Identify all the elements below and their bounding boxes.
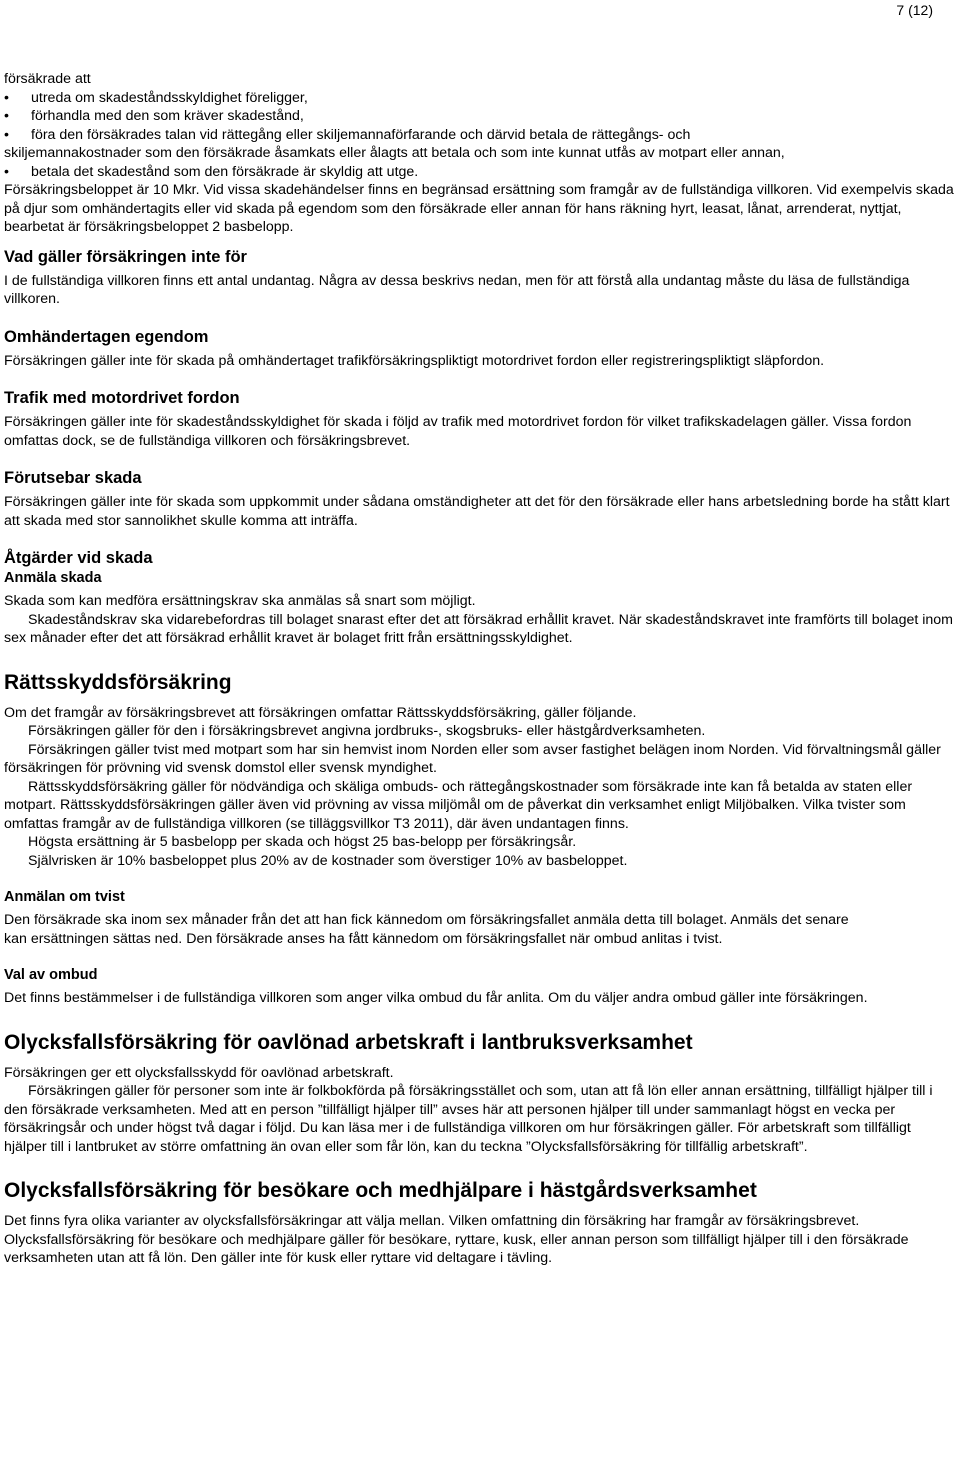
measures-text-1: Skada som kan medföra ersättningskrav ska anmälas så snart som möjligt. [4, 593, 476, 609]
bullet-icon: • [4, 163, 9, 180]
foreseeable-text: Försäkringen gäller inte för skada som uppkommit under sådana omständigheter att det för den försäkrade eller hans arbetsledning borde ha stått klart att skada med stor sannolikhet skulle komma att inträffa. [4, 494, 950, 529]
subheading-report-damage: Anmäla skada [4, 570, 102, 586]
bullet-icon: • [4, 126, 9, 143]
section-heading-legal-protection: Rättsskyddsförsäkring [4, 670, 232, 694]
subheading-dispute-report: Anmälan om tvist [4, 889, 125, 905]
dispute-text-line-1: Den försäkrade ska inom sex månader från det att han fick kännedom om försäkringsfallet anmäla detta till bolaget. Anmäls det senare [4, 912, 849, 928]
legal-text-1: Om det framgår av försäkringsbrevet att försäkringen omfattar Rättsskyddsförsäkring, gäller följande. [4, 704, 637, 721]
traffic-text: Försäkringen gäller inte för skadeståndsskyldighet för skada i följd av trafik med motordrivet fordon för vilket trafikskadelagen gäller. Vissa fordon omfattas dock, se de fullständiga villkoren och försäkringsbrevet. [4, 414, 912, 449]
section-heading-foreseeable: Förutsebar skada [4, 469, 142, 487]
bullet-icon: • [4, 108, 9, 124]
section-heading-unpaid-labour: Olycksfallsförsäkring för oavlönad arbetskraft i lantbruksverksamhet [4, 1030, 693, 1054]
section-heading-visitors: Olycksfallsförsäkring för besökare och medhjälpare i hästgårdsverksamhet [4, 1179, 757, 1202]
list-item: • föra den försäkrades talan vid rättegång eller skiljemannaförfarande och därvid betala de rättegångs- och [4, 126, 691, 143]
section-heading-exclusions: Vad gäller försäkringen inte för [4, 247, 247, 266]
unpaid-text-1: Försäkringen ger ett olycksfallsskydd för oavlönad arbetskraft. [4, 1064, 394, 1081]
section-heading-property: Omhändertagen egendom [4, 327, 209, 346]
legal-text-3: Försäkringen gäller tvist med motpart som har sin hemvist inom Norden eller som avser fastighet belägen inom Norden. Vid förvaltningsmål gäller försäkringen för prövning vid svensk domstol eller svensk myndighet. [4, 741, 941, 776]
counsel-text: Det finns bestämmelser i de fullständiga villkoren som anger vilka ombud du får anlita. Om du väljer andra ombud gäller inte försäkringen. [4, 990, 868, 1006]
section-heading-traffic: Trafik med motordrivet fordon [4, 389, 240, 407]
list-item: • utreda om skadeståndsskyldighet föreligger, [4, 89, 308, 106]
visitors-text-1: Det finns fyra olika varianter av olycksfallsförsäkringar att välja mellan. Vilken omfattning din försäkring har framgår av försäkringsbrevet. [4, 1213, 860, 1229]
section-heading-measures: Åtgärder vid skada [4, 549, 153, 567]
dispute-text-line-2: kan ersättningen sättas ned. Den försäkrade anses ha fått kännedom om försäkringsfallet när ombud anlitas i tvist. [4, 930, 723, 947]
unpaid-text-2: Försäkringen gäller för personer som inte är folkbokförda på försäkringsstället och som, utan att få lön eller annan ersättning, tillfälligt hjälper till i den försäkrade verksamheten. Med att en person ”tillfälligt hjälper till” avses här att personen hjälper till under sammanlagt högst en vecka per försäkringsår och under högst två dagar i följd. Du kan läsa mer i de fullständiga villkoren om hur försäkringen gäller. För arbetskraft som tillfälligt hjälper till i lantbruket av större omfattning än ovan eller som får lön, kan du teckna ”Olycksfallsförsäkring för tillfällig arbetskraft”. [4, 1083, 933, 1155]
intro-lead: försäkrade att [4, 71, 91, 87]
property-text: Försäkringen gäller inte för skada på omhändertaget trafikförsäkringspliktigt motordrivet fordon eller registreringspliktigt släpfordon. [4, 352, 825, 369]
legal-text-2: Försäkringen gäller för den i försäkringsbrevet angivna jordbruks-, skogsbruks- eller hästgårdverksamheten. [28, 723, 706, 739]
legal-text-5: Högsta ersättning är 5 basbelopp per skada och högst 25 bas-belopp per försäkringsår. [28, 834, 577, 850]
visitors-text-2: Olycksfallsförsäkring för besökare och medhjälpare gäller för besökare, ryttare, kusk, eller annan person som tillfälligt hjälper till i den försäkrade verksamheten utan att få lön. Den gäller inte för kusk eller ryttare vid deltagare i tävling. [4, 1231, 909, 1266]
bullet-icon: • [4, 89, 9, 106]
page-number: 7 (12) [896, 2, 933, 18]
subheading-choice-of-counsel: Val av ombud [4, 967, 98, 983]
measures-text-2: Skadeståndskrav ska vidarebefordras till bolaget snarast efter det att försäkrad erhållit kravet. När skadeståndskravet inte framförts till bolaget inom sex månader efter det att försäkrad erhållit kravet är bolaget fritt från ersättningsskyldighet. [4, 611, 953, 646]
list-item: • betala det skadestånd som den försäkrade är skyldig att utge. [4, 163, 419, 180]
document-body [4, 70, 956, 1268]
list-continuation: skiljemannakostnader som den försäkrade åsamkats eller ålagts att betala och som inte kunnat utfås av motpart eller annan, [4, 145, 785, 161]
list-item: • förhandla med den som kräver skadestånd, [4, 108, 304, 124]
legal-text-6: Självrisken är 10% basbeloppet plus 20% av de kostnader som överstiger 10% av basbeloppet. [28, 852, 628, 869]
exclusions-text: I de fullständiga villkoren finns ett antal undantag. Några av dessa beskrivs nedan, men för att förstå alla undantag måste du läsa de fullständiga villkoren. [4, 272, 910, 307]
insurance-amount-paragraph: Försäkringsbeloppet är 10 Mkr. Vid vissa skadehändelser finns en begränsad ersättning som framgår av de fullständiga villkoren. Vid exempelvis skada på djur som omhändertagits eller vid skada på egendom som den försäkrade eller annan för hans räkning hyrt, leasat, lånat, arrenderat, nyttjat, bearbetat är försäkringsbeloppet 2 basbelopp. [4, 182, 954, 235]
legal-text-4: Rättsskyddsförsäkring gäller för nödvändiga och skäliga ombuds- och rättegångskostnader som försäkrade inte kan få betalda av staten eller motpart. Rättsskyddsförsäkringen gäller även vid prövning av vissa miljömål om de påverkat din verksamhet enligt Miljöbalken. Vilka tvister som omfattas framgår av de fullständiga villkoren (se tilläggsvillkor T3 2011), där även undantagen finns. [4, 778, 913, 832]
